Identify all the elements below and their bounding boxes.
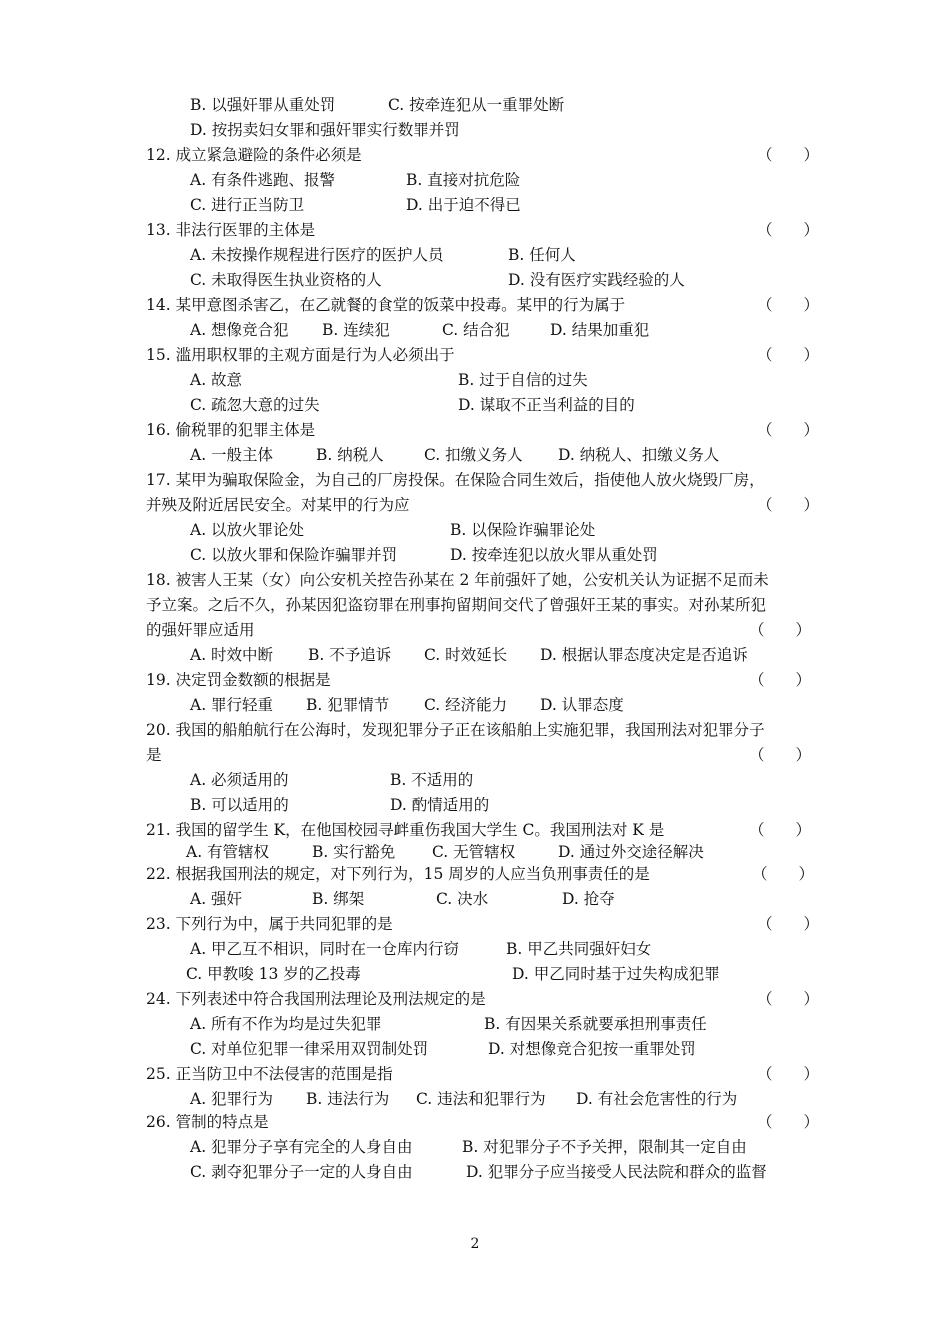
answer-option: B. 有因果关系就要承担刑事责任 (484, 1015, 707, 1033)
answer-option: B. 直接对抗危险 (406, 171, 521, 189)
answer-option: D. 结果加重犯 (550, 321, 650, 339)
answer-option: A. 所有不作为均是过失犯罪 (190, 1015, 382, 1033)
answer-option: B. 可以适用的 (190, 796, 289, 814)
answer-option: C. 按牵连犯从一重罪处断 (388, 96, 565, 114)
question-stem: 15. 滥用职权罪的主观方面是行为人必须出于 (146, 346, 455, 364)
answer-blank: （ ） (757, 296, 820, 314)
answer-option: C. 违法和犯罪行为 (416, 1090, 546, 1108)
answer-option: A. 甲乙互不相识，同时在一仓库内行窃 (190, 940, 460, 958)
answer-option: C. 扣缴义务人 (424, 446, 523, 464)
answer-option: B. 对犯罪分子不予关押，限制其一定自由 (462, 1138, 747, 1156)
answer-option: A. 有条件逃跑、报警 (190, 171, 336, 189)
answer-blank: （ ） (757, 496, 820, 514)
answer-option: A. 故意 (190, 371, 243, 389)
question-stem: 23. 下列行为中，属于共同犯罪的是 (146, 915, 393, 933)
answer-blank: （ ） (757, 421, 820, 439)
answer-option: A. 时效中断 (190, 646, 274, 664)
question-stem: 14. 某甲意图杀害乙，在乙就餐的食堂的饭菜中投毒。某甲的行为属于 (146, 296, 626, 314)
answer-option: B. 以保险诈骗罪论处 (450, 521, 596, 539)
question-stem: 18. 被害人王某（女）向公安机关控告孙某在 2 年前强奸了她，公安机关认为证据不足而未 (146, 571, 769, 589)
answer-option: B. 甲乙共同强奸妇女 (506, 940, 652, 958)
answer-option: D. 甲乙同时基于过失构成犯罪 (512, 965, 720, 983)
question-stem: 19. 决定罚金数额的根据是 (146, 671, 331, 689)
answer-blank: （ ） (757, 1113, 820, 1131)
question-stem: 并殃及附近居民安全。对某甲的行为应 (146, 496, 410, 514)
question-stem: 13. 非法行医罪的主体是 (146, 221, 316, 239)
answer-option: B. 不适用的 (390, 771, 474, 789)
question-stem: 是 (146, 746, 162, 764)
question-stem: 12. 成立紧急避险的条件必须是 (146, 146, 362, 164)
question-stem: 25. 正当防卫中不法侵害的范围是指 (146, 1065, 393, 1083)
answer-option: D. 按拐卖妇女罪和强奸罪实行数罪并罚 (190, 121, 460, 139)
answer-option: D. 犯罪分子应当接受人民法院和群众的监督 (466, 1163, 767, 1181)
answer-option: B. 不予追诉 (308, 646, 392, 664)
answer-option: A. 以放火罪论处 (190, 521, 305, 539)
answer-option: C. 疏忽大意的过失 (190, 396, 320, 414)
answer-option: D. 出于迫不得已 (406, 196, 521, 214)
answer-option: C. 甲教唆 13 岁的乙投毒 (186, 965, 361, 983)
answer-option: D. 对想像竞合犯按一重罪处罚 (488, 1040, 696, 1058)
answer-option: C. 无管辖权 (432, 843, 516, 861)
answer-blank: （ ） (757, 915, 820, 933)
question-stem: 的强奸罪应适用 (146, 621, 255, 639)
answer-blank: （ ） (749, 621, 812, 639)
answer-option: A. 有管辖权 (186, 843, 270, 861)
answer-option: C. 时效延长 (424, 646, 508, 664)
answer-blank: （ ） (749, 746, 812, 764)
answer-blank: （ ） (752, 865, 815, 883)
answer-option: C. 结合犯 (442, 321, 510, 339)
answer-option: D. 根据认罪态度决定是否追诉 (540, 646, 748, 664)
answer-option: D. 谋取不正当利益的目的 (458, 396, 635, 414)
answer-option: B. 过于自信的过失 (458, 371, 588, 389)
answer-option: C. 经济能力 (424, 696, 508, 714)
answer-option: B. 连续犯 (322, 321, 390, 339)
answer-option: C. 对单位犯罪一律采用双罚制处罚 (190, 1040, 429, 1058)
answer-option: D. 抢夺 (562, 890, 615, 908)
answer-option: B. 任何人 (508, 246, 576, 264)
answer-option: A. 想像竞合犯 (190, 321, 289, 339)
answer-option: A. 未按操作规程进行医疗的医护人员 (190, 246, 444, 264)
question-stem: 22. 根据我国刑法的规定，对下列行为，15 周岁的人应当负刑事责任的是 (146, 865, 650, 883)
page-number: 2 (470, 1236, 480, 1252)
question-stem: 20. 我国的船舶航行在公海时，发现犯罪分子正在该船舶上实施犯罪，我国刑法对犯罪分子 (146, 721, 765, 739)
answer-blank: （ ） (757, 1065, 820, 1083)
answer-blank: （ ） (757, 221, 820, 239)
answer-option: B. 实行豁免 (312, 843, 396, 861)
answer-option: C. 决水 (436, 890, 489, 908)
answer-option: C. 以放火罪和保险诈骗罪并罚 (190, 546, 398, 564)
answer-option: D. 按牵连犯以放火罪从重处罚 (450, 546, 658, 564)
answer-option: B. 以强奸罪从重处罚 (190, 96, 336, 114)
answer-option: B. 纳税人 (316, 446, 384, 464)
answer-blank: （ ） (757, 990, 820, 1008)
question-stem: 予立案。之后不久，孙某因犯盗窃罪在刑事拘留期间交代了曾强奸王某的事实。对孙某所犯 (146, 596, 767, 614)
question-stem: 26. 管制的特点是 (146, 1113, 269, 1131)
answer-option: D. 通过外交途径解决 (558, 843, 704, 861)
answer-option: B. 绑架 (312, 890, 365, 908)
answer-option: A. 强奸 (190, 890, 243, 908)
answer-blank: （ ） (749, 671, 812, 689)
question-stem: 24. 下列表述中符合我国刑法理论及刑法规定的是 (146, 990, 486, 1008)
answer-option: B. 犯罪情节 (306, 696, 390, 714)
answer-option: D. 没有医疗实践经验的人 (508, 271, 685, 289)
answer-option: A. 罪行轻重 (190, 696, 274, 714)
answer-option: A. 一般主体 (190, 446, 274, 464)
answer-option: D. 纳税人、扣缴义务人 (558, 446, 720, 464)
answer-option: C. 未取得医生执业资格的人 (190, 271, 382, 289)
answer-option: A. 必须适用的 (190, 771, 289, 789)
answer-option: D. 有社会危害性的行为 (576, 1090, 738, 1108)
answer-blank: （ ） (757, 346, 820, 364)
answer-option: D. 酌情适用的 (390, 796, 490, 814)
answer-option: A. 犯罪行为 (190, 1090, 274, 1108)
answer-option: C. 剥夺犯罪分子一定的人身自由 (190, 1163, 413, 1181)
answer-option: D. 认罪态度 (540, 696, 624, 714)
answer-option: B. 违法行为 (306, 1090, 390, 1108)
question-stem: 16. 偷税罪的犯罪主体是 (146, 421, 316, 439)
answer-option: A. 犯罪分子享有完全的人身自由 (190, 1138, 413, 1156)
answer-option: C. 进行正当防卫 (190, 196, 305, 214)
answer-blank: （ ） (757, 146, 820, 164)
question-stem: 17. 某甲为骗取保险金，为自己的厂房投保。在保险合同生效后，指使他人放火烧毁厂房， (146, 471, 765, 489)
answer-blank: （ ） (749, 821, 812, 839)
question-stem: 21. 我国的留学生 K，在他国校园寻衅重伤我国大学生 C。我国刑法对 K 是 (146, 821, 665, 839)
